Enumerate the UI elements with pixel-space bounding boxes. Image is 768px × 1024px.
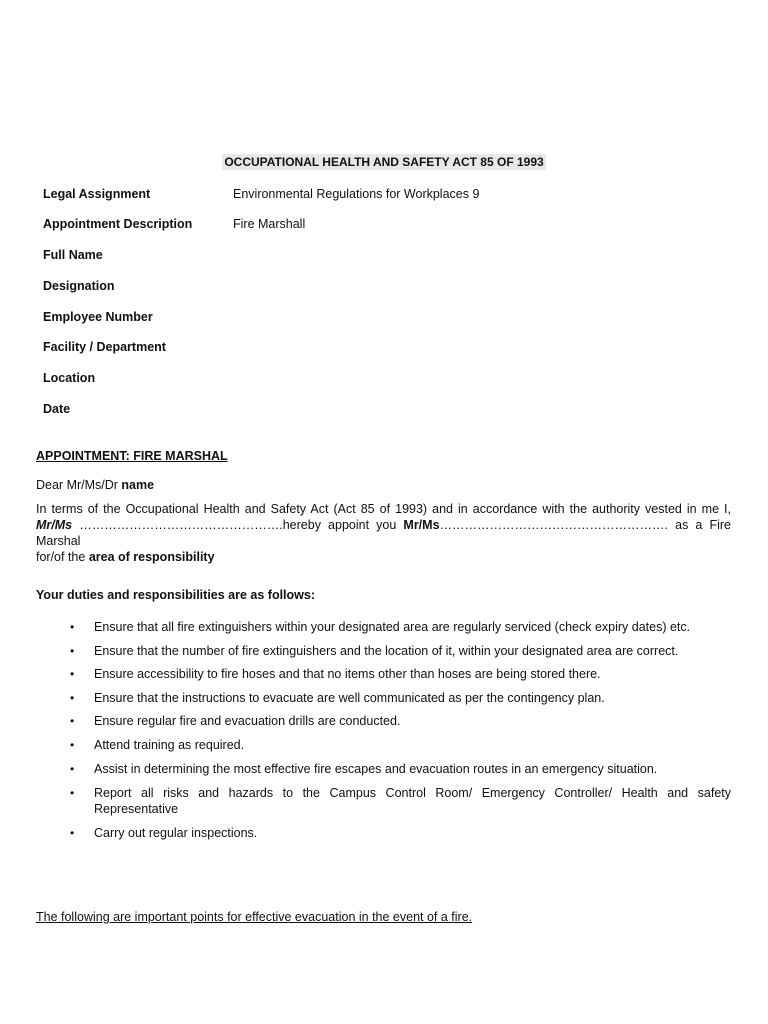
salutation-name: name xyxy=(121,478,155,492)
field-employee-number xyxy=(43,310,733,328)
field-legal-assignment xyxy=(43,187,733,205)
field-value: Environmental Regulations for Workplaces 9 xyxy=(233,187,480,201)
bullet-icon: • xyxy=(70,826,75,840)
field-label: Legal Assignment xyxy=(43,187,151,201)
duties-heading: Your duties and responsibilities are as follows: xyxy=(36,588,315,602)
duty-text: Carry out regular inspections. xyxy=(94,826,258,840)
field-label: Facility / Department xyxy=(43,340,166,354)
appointee-label: Mr/Ms xyxy=(403,518,440,532)
evacuation-heading: The following are important points for effective evacuation in the event of a fire. xyxy=(36,910,473,924)
bullet-icon: • xyxy=(70,786,75,800)
duty-text: Ensure that the number of fire extinguishers and the location of it, within your designated area are correct. xyxy=(94,644,679,658)
duty-text-line-2: Representative xyxy=(94,802,179,816)
field-full-name xyxy=(43,248,733,266)
bullet-icon: • xyxy=(70,738,75,752)
bullet-icon: • xyxy=(70,691,75,705)
bullet-icon: • xyxy=(70,762,75,776)
bullet-icon: • xyxy=(70,620,75,634)
appointer-blank: …………………………………………. xyxy=(79,518,283,532)
duty-text: Ensure that all fire extinguishers within your designated area are regularly serviced (check expiry dates) etc. xyxy=(94,620,691,634)
duty-text xyxy=(94,785,731,817)
field-facility-department xyxy=(43,340,733,358)
field-location xyxy=(43,371,733,389)
field-label: Employee Number xyxy=(43,310,153,324)
field-date xyxy=(43,402,733,420)
intro-paragraph xyxy=(36,501,731,565)
appointment-heading: APPOINTMENT: FIRE MARSHAL xyxy=(36,449,228,463)
field-appointment-description xyxy=(43,217,733,235)
bullet-icon: • xyxy=(70,644,75,658)
salutation-prefix: Dear Mr/Ms/Dr xyxy=(36,478,122,492)
field-value: Fire Marshall xyxy=(233,217,306,231)
duty-text: Attend training as required. xyxy=(94,738,245,752)
salutation xyxy=(36,478,154,492)
appointer-label: Mr/Ms xyxy=(36,518,73,532)
field-label: Location xyxy=(43,371,96,385)
field-label: Designation xyxy=(43,279,115,293)
duty-text: Assist in determining the most effective fire escapes and evacuation routes in an emergency situation. xyxy=(94,762,658,776)
field-label: Appointment Description xyxy=(43,217,193,231)
document-title xyxy=(0,155,768,169)
duty-text: Ensure that the instructions to evacuate are well communicated as per the contingency plan. xyxy=(94,691,605,705)
intro-line-1: In terms of the Occupational Health and Safety Act (Act 85 of 1993) and in accordance with the authority vested in me I, xyxy=(36,502,731,516)
bullet-icon: • xyxy=(70,667,75,681)
intro-line-3 xyxy=(36,549,731,565)
field-label: Full Name xyxy=(43,248,103,262)
field-label: Date xyxy=(43,402,71,416)
duty-text: Ensure regular fire and evacuation drills are conducted. xyxy=(94,714,401,728)
bullet-icon: • xyxy=(70,714,75,728)
intro-line-2 xyxy=(36,517,731,549)
duty-text-line-1: Report all risks and hazards to the Campus Control Room/ Emergency Controller/ Health and safety xyxy=(94,786,731,800)
duty-text: Ensure accessibility to fire hoses and that no items other than hoses are being stored there. xyxy=(94,667,601,681)
appointee-blank: ………………………………………………. xyxy=(439,518,669,532)
role-text: as a Fire Marshal xyxy=(36,518,731,548)
document-title-text: OCCUPATIONAL HEALTH AND SAFETY ACT 85 OF 1993 xyxy=(224,155,544,169)
area-prefix: for/of the xyxy=(36,550,89,564)
area-of-responsibility: area of responsibility xyxy=(88,550,215,564)
appoint-text: hereby appoint you xyxy=(282,518,404,532)
field-designation xyxy=(43,279,733,297)
